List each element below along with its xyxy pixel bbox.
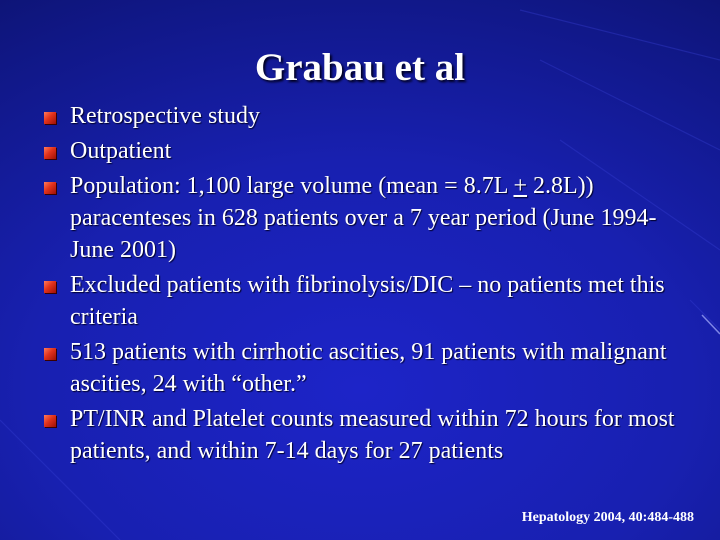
plus-minus-symbol: + <box>513 173 528 199</box>
bullet-list <box>0 100 680 470</box>
bullet-item <box>0 269 680 333</box>
bullet-text-continued: 2.8L)) paracenteses in 628 patients over a 7 year period (June 1994-June 2001) <box>70 173 657 263</box>
bullet-text: Outpatient <box>70 138 172 164</box>
square-bullet-icon <box>44 147 56 159</box>
square-bullet-icon <box>44 348 56 360</box>
square-bullet-icon <box>44 182 56 194</box>
square-bullet-icon <box>44 281 56 293</box>
slide-title: Grabau et al <box>254 46 466 89</box>
bullet-text: Excluded patients with fibrinolysis/DIC – no patients met this criteria <box>70 272 665 330</box>
bullet-item <box>0 135 680 167</box>
bullet-text: PT/INR and Platelet counts measured within 72 hours for most patients, and within 7-14 days for 27 patients <box>70 406 675 464</box>
square-bullet-icon <box>44 112 56 124</box>
bullet-text: 513 patients with cirrhotic ascities, 91 patients with malignant ascities, 24 with “other.” <box>70 339 667 397</box>
bullet-item <box>0 403 680 467</box>
bullet-text: Retrospective study <box>70 103 260 129</box>
bullet-text: Population: 1,100 large volume (mean = 8.7L <box>70 173 514 199</box>
bullet-item <box>0 336 680 400</box>
citation: Hepatology 2004, 40:484-488 <box>521 510 694 525</box>
square-bullet-icon <box>44 415 56 427</box>
bullet-item <box>0 100 680 132</box>
bullet-item <box>0 170 680 266</box>
